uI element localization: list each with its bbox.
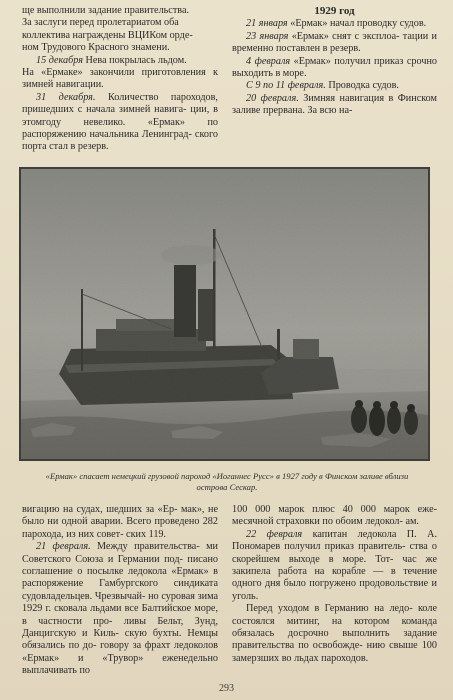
paragraph (22, 541, 218, 677)
date-label: 4 февраля (246, 55, 291, 67)
page-number: 293 (219, 683, 234, 694)
paragraph-text: Количество пароходов, пришедших с начала зимней навига- ции, в этомгоду невелико. «Ермак» по распоряжению начальника Ленинград- ского порта стал в резерв. (22, 91, 218, 153)
date-label: 15 декабря (36, 54, 83, 66)
paragraph: Перед уходом в Германию на ледо- коле состоялся митинг, на котором команда обязалась досрочно выполнить задание правительства по освобожде- нию свыше 100 замерзших во льдах пароходов. (232, 603, 437, 664)
paragraph (232, 31, 437, 56)
paragraph-text: Проводка судов. (325, 80, 399, 92)
paragraph (232, 56, 437, 81)
photograph-icebreaker (19, 167, 430, 461)
paragraph-text: «Ермак» начал проводку судов. (287, 18, 427, 30)
paragraph-text: Нева покрылась льдом. (82, 54, 187, 66)
paragraph-text: Зимняя навигация в Финском заливе прервана. За всю на- (232, 92, 438, 117)
date-label: 21 февраля. (36, 541, 91, 553)
paragraph: вигацию на судах, шедших за «Ер- мак», не было ни одной аварии. Всего проведено 282 парохода, из них совет- ских 119. (22, 504, 218, 540)
date-label: 21 января (246, 18, 288, 30)
date-label: 23 января (246, 30, 289, 42)
year-heading: 1929 год (314, 5, 355, 17)
paragraph-text: «Ермак» получил приказ срочно выходить в море. (232, 55, 438, 80)
text-column-bottom-left (22, 504, 218, 678)
paragraph (232, 93, 437, 118)
date-label: 20 февраля. (246, 92, 299, 104)
photo-caption: «Ермак» спасает немецкий грузовой пароход «Иоганнес Русс» в 1927 году в Финском заливе вблизи острова Сескар. (45, 471, 409, 492)
paragraph (232, 18, 437, 30)
text-line: коллектива награждены ВЦИКом орде- (22, 29, 193, 41)
date-label: 31 декабря. (36, 91, 96, 103)
paragraph (232, 80, 437, 92)
text-line: ном Трудового Красного знамени. (22, 42, 170, 54)
paragraph-text: Между правительства- ми Советского Союза и Германии под- писано соглашение о посылке ледокола «Ермак» в распоряжение Гамбургского синдиката судовладельцев. Чрезвычай- но суровая зима 1929 г. сковала льдами все Балтийское море, в частности про- ливы Бельт, Зунд, Данцигскую и Киль- скую бухты. Немцы обязались по до- говору за фрахт ледоколов «Ермак» и «Трувор» еженедельно выплачивать по (22, 541, 218, 677)
date-label: 22 февраля (246, 528, 303, 540)
paragraph (22, 55, 218, 67)
paragraph: На «Ермаке» закончили приготовления к зимней навигации. (22, 67, 218, 91)
text-column-bottom-right (232, 504, 437, 665)
paragraph: 100 000 марок плюс 40 000 марок еже- месячной страховки по обоим ледокол- ам. (232, 504, 437, 528)
paragraph-text: «Ермак» снят с эксплоа- тации и временно поставлен в резерв. (232, 30, 437, 55)
text-line: ще выполнили задание правительства. (22, 5, 190, 16)
text-line: За заслуги перед пролетариатом оба (22, 17, 179, 29)
paragraph-text: капитан ледокола П. А. Пономарев получил приказ правитель- ства о скорейшем выходе в море. Тот- час же закипела работа на корабле — в течение одного дня было погружено продовольствие и уголь. (232, 528, 437, 602)
text-column-top-right (232, 5, 437, 118)
paragraph (232, 529, 437, 603)
ship-photo-icon (21, 169, 428, 459)
paragraph (22, 92, 218, 154)
date-label: С 9 по 11 февраля. (246, 80, 326, 92)
text-column-top-left (22, 5, 218, 154)
